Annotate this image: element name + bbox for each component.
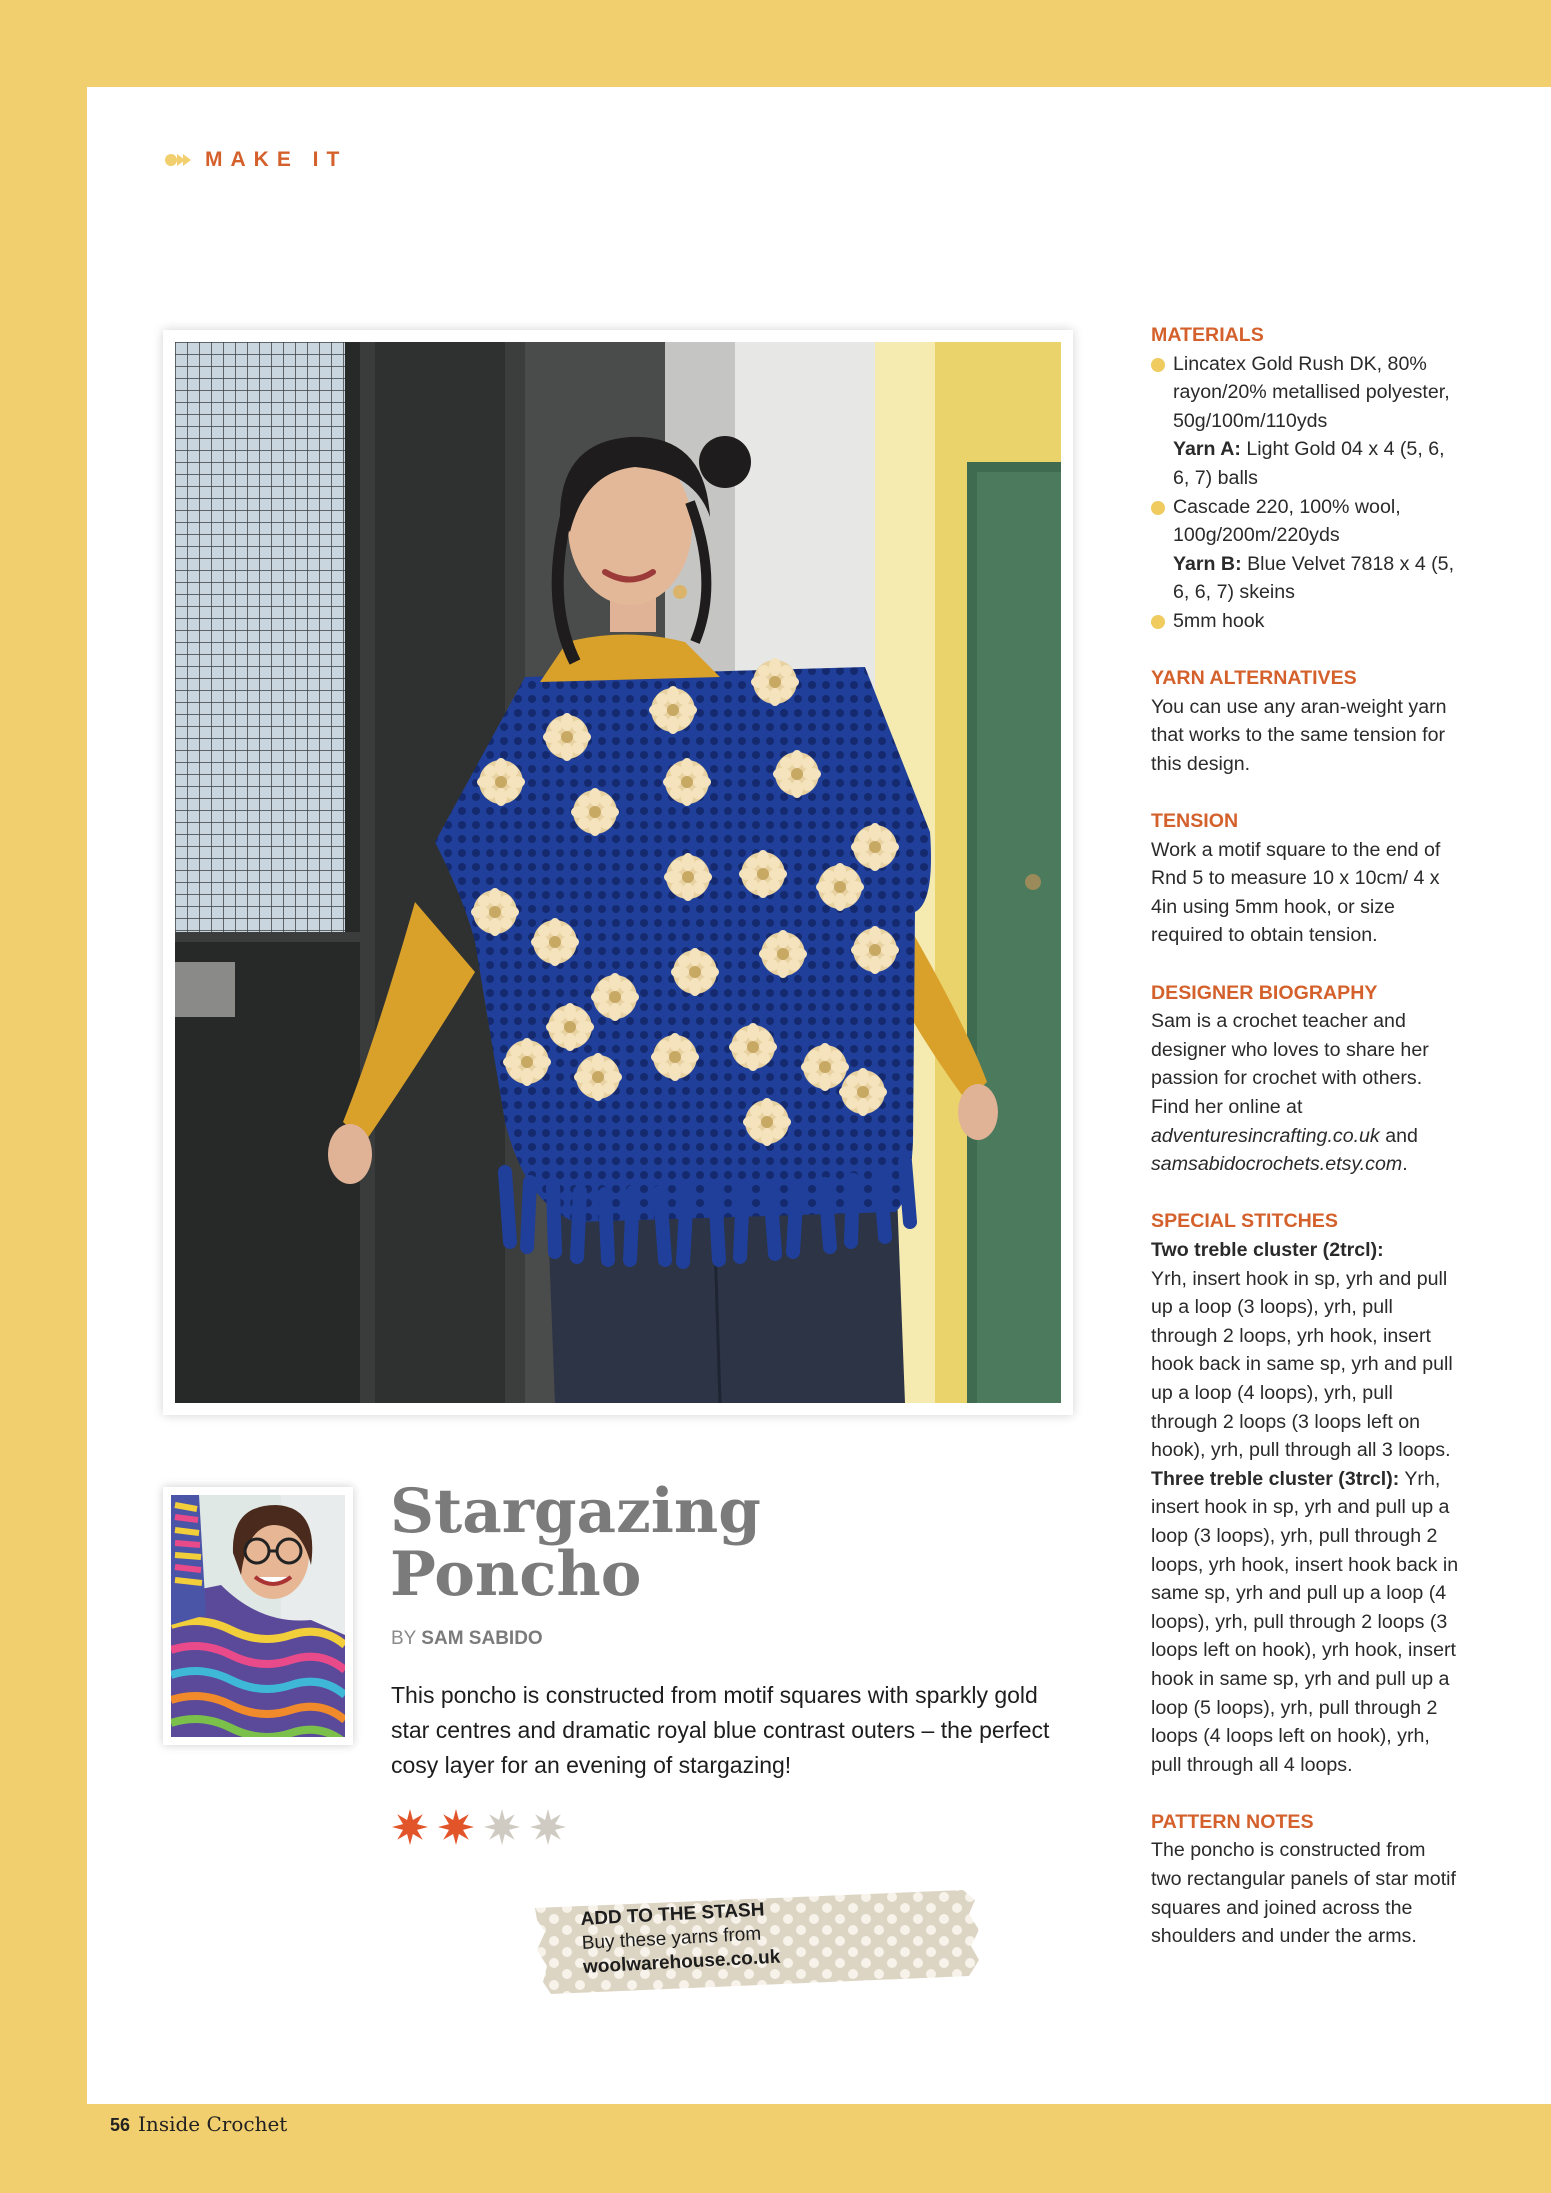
material-detail: Light Gold 04 x 4 (5, 6, 6, 7) balls xyxy=(1173,438,1445,489)
section-tag xyxy=(163,148,347,172)
material-detail: Blue Velvet 7818 x 4 (5, 6, 6, 7) skeins xyxy=(1173,552,1455,604)
page-footer xyxy=(110,2112,287,2136)
material-text: 5mm hook xyxy=(1173,609,1265,632)
notes-heading: PATTERN NOTES xyxy=(1151,1810,1314,1833)
tension-section xyxy=(1151,807,1461,950)
star-empty-icon xyxy=(483,1808,521,1846)
bio-link-etsy[interactable]: samsabidocrochets.etsy.com xyxy=(1151,1153,1403,1176)
star-filled-icon xyxy=(437,1808,475,1846)
stitch-2trcl xyxy=(1151,1236,1461,1465)
material-text: Lincatex Gold Rush DK, 80% rayon/20% metallised polyester, 50g/100m/110yds xyxy=(1173,352,1450,432)
materials-heading: MATERIALS xyxy=(1151,324,1264,346)
sidebar xyxy=(1151,321,1461,1979)
designer-portrait xyxy=(171,1495,345,1737)
title-line-1: Stargazing xyxy=(390,1476,761,1547)
stitch-text: Yrh, insert hook in sp, yrh and pull up a loop (3 loops), yrh, pull through 2 loops, yrh hook, insert hook back in same sp, yrh and pull up a loop (4 loops), yrh, pull through 2 loops (3 loops left on hook), yrh, pull through all 3 loops. xyxy=(1151,1267,1453,1462)
stitches-heading: SPECIAL STITCHES xyxy=(1151,1210,1338,1233)
stitch-label: Three treble cluster (3trcl): xyxy=(1151,1467,1400,1490)
difficulty-rating xyxy=(391,1808,567,1846)
tension-text: Work a motif square to the end of Rnd 5 to measure 10 x 10cm/ 4 x 4in using 5mm hook, or size required to obtain tension. xyxy=(1151,838,1441,947)
author-name: SAM SABIDO xyxy=(421,1628,543,1649)
byline-prefix: BY xyxy=(391,1628,417,1649)
byline xyxy=(391,1628,543,1650)
star-filled-icon xyxy=(391,1808,429,1846)
intro-paragraph: This poncho is constructed from motif squares with sparkly gold star centres and dramatic royal blue contrast outers – the perfect cosy layer for an evening of stargazing! xyxy=(391,1682,1050,1778)
material-item xyxy=(1151,607,1461,636)
model-photo xyxy=(175,342,1061,1403)
notes-section xyxy=(1151,1808,1461,1951)
article-title xyxy=(390,1476,761,1610)
alternatives-heading: YARN ALTERNATIVES xyxy=(1151,667,1357,690)
bullet-icon xyxy=(1151,501,1165,515)
star-empty-icon xyxy=(529,1808,567,1846)
stash-tape xyxy=(535,1880,980,1998)
stitch-label: Two treble cluster (2trcl): xyxy=(1151,1239,1384,1261)
magazine-name: Inside Crochet xyxy=(138,2112,288,2136)
bio-section xyxy=(1151,979,1461,1179)
section-label: MAKE IT xyxy=(205,148,348,171)
notes-text: The poncho is constructed from two rectangular panels of star motif squares and joined across the shoulders and under the arms. xyxy=(1151,1839,1456,1948)
materials-section xyxy=(1151,321,1461,636)
bio-heading: DESIGNER BIOGRAPHY xyxy=(1151,981,1378,1004)
stitch-3trcl xyxy=(1151,1465,1461,1780)
stitches-section xyxy=(1151,1207,1461,1779)
material-label: Yarn A: xyxy=(1173,438,1241,461)
material-item xyxy=(1151,493,1461,607)
stash-line: Buy these yarns from xyxy=(581,1923,762,1954)
bio-end: . xyxy=(1402,1153,1408,1176)
bullet-icon xyxy=(1151,615,1165,629)
stash-link[interactable]: woolwarehouse.co.uk xyxy=(582,1946,781,1978)
designer-photo xyxy=(163,1487,353,1745)
page-number: 56 xyxy=(110,2115,131,2135)
bio-link-website[interactable]: adventuresincrafting.co.uk xyxy=(1151,1124,1380,1147)
bullet-icon xyxy=(1151,358,1165,372)
tension-heading: TENSION xyxy=(1151,810,1239,833)
bio-text: Sam is a crochet teacher and designer who loves to share her passion for crochet with others. Find her online at xyxy=(1151,1010,1429,1119)
stash-heading: ADD TO THE STASH xyxy=(580,1899,765,1930)
title-line-2: Poncho xyxy=(390,1539,642,1610)
material-label: Yarn B: xyxy=(1173,552,1242,575)
bio-and: and xyxy=(1385,1124,1418,1147)
alternatives-section xyxy=(1151,664,1461,778)
arrow-icon xyxy=(163,150,193,170)
material-item xyxy=(1151,350,1461,493)
bio-body xyxy=(1151,1007,1461,1179)
stitch-text: Yrh, insert hook in sp, yrh and pull up a loop (3 loops), yrh, pull through 2 loops, yrh hook, insert hook back in same sp, yrh and pull up a loop (4 loops), yrh, pull through 2 loops (3 loops left on hook), yrh hook, insert hook in same sp, yrh and pull up a loop (5 loops), yrh, pull through 2 loops (4 loops left on hook), yrh, pull through all 4 loops. xyxy=(1151,1467,1459,1776)
stash-text xyxy=(580,1898,781,1980)
main-photo xyxy=(163,330,1073,1415)
alternatives-text: You can use any aran-weight yarn that works to the same tension for this design. xyxy=(1151,695,1447,775)
material-text: Cascade 220, 100% wool, 100g/200m/220yds xyxy=(1173,495,1401,547)
